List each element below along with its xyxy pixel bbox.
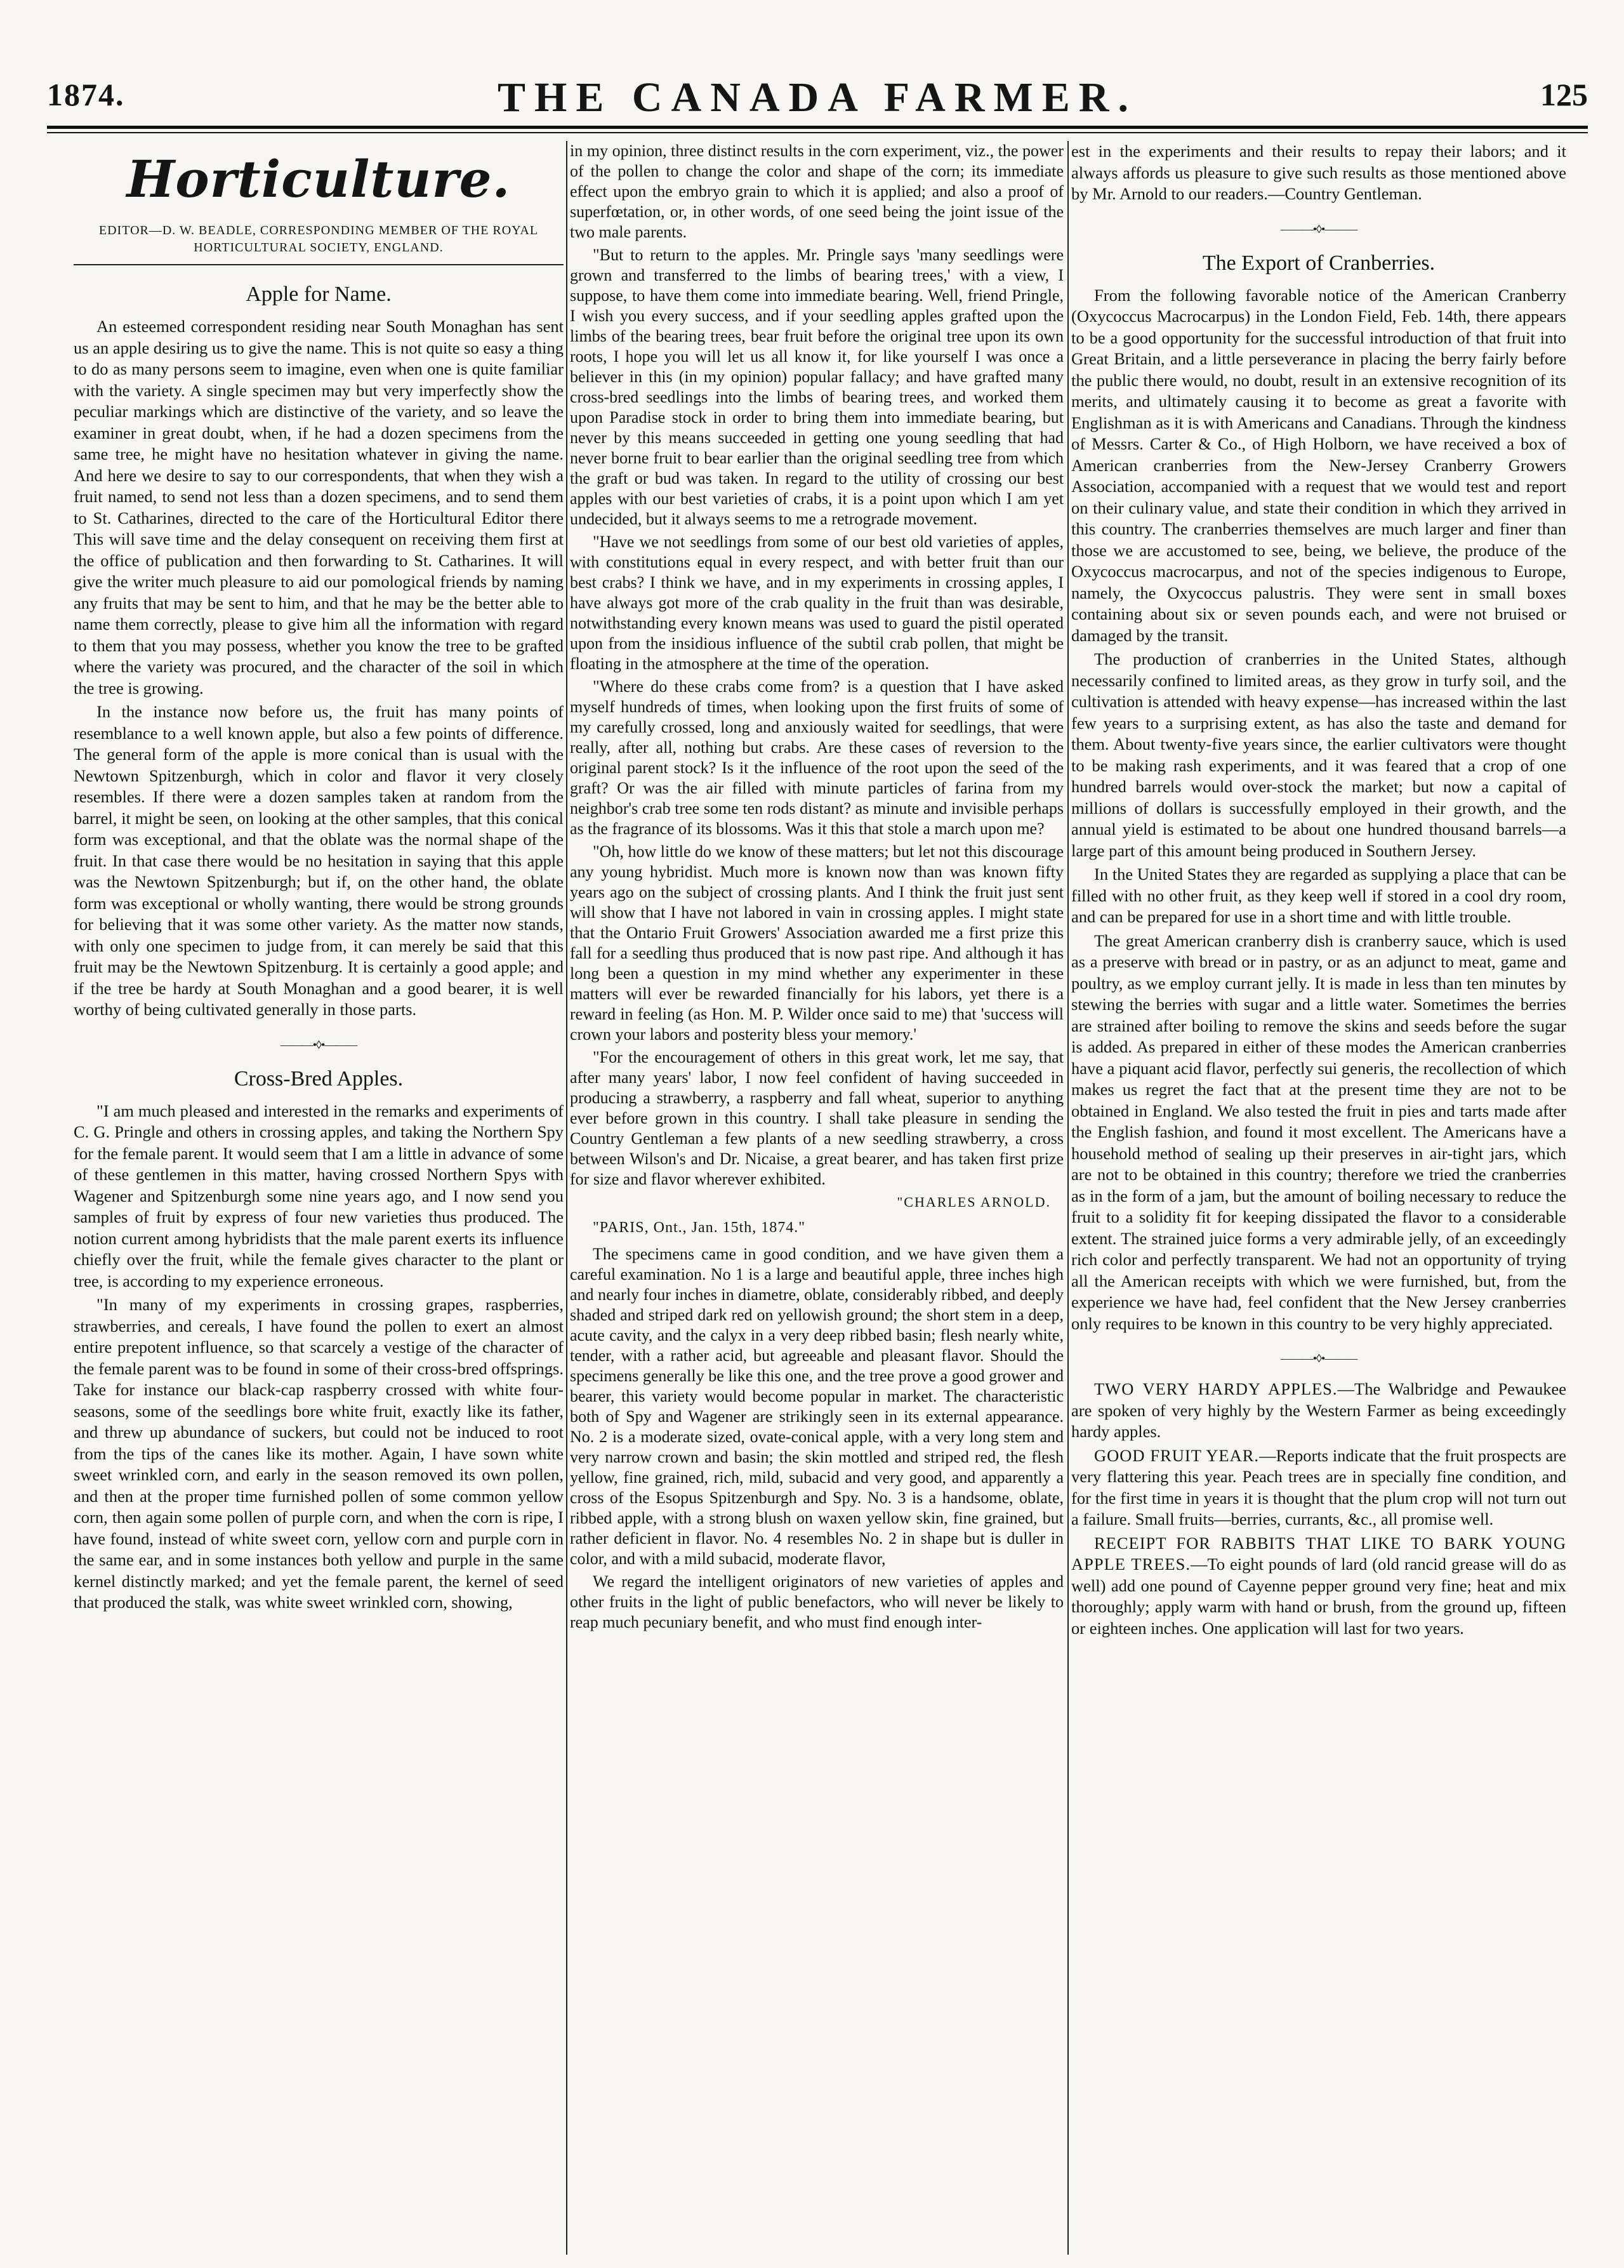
article-paragraph: From the following favorable notice of the American Cranberry (Oxycoccus Macrocarpus) in the London Field, Feb. 14th, there appears to be a good opportunity for the successful introduction of that fruit into Great Britain, and a little perseverance in placing the berry fairly before the public there would, no doubt, result in an extensive recognition of its merits, and ultimately causing it to become as great a favorite with Englishman as it is with Americans and Canadians. Through the kindness of Messrs. Carter & Co., of High Holborn, we have received a box of American cranberries from the New-Jersey Cranberry Growers Association, accompanied with a request that we would test and report on their culinary value, and state their condition in which they arrived in this country. The cranberries themselves are much larger and finer than those we are accustomed to see, being, we believe, the produce of the Oxycoccus macrocarpus, and not of the species indigenous to Europe, namely, the Oxycoccus palustris. They were sent in small boxes containing about six or seven pounds each, and were not bruised or damaged by the transit. [1071,285,1566,645]
department-rule [74,264,564,265]
article-heading-export-of-cranberries: The Export of Cranberries. [1202,251,1436,275]
column-divider-1 [566,141,567,2255]
article-paragraph: "Where do these crabs come from? is a question that I have asked myself hundreds of times, when looking upon the first fruits of some of my carefully crossed, long and anxiously waited for seedlings, that were really, after all, nothing but crabs. Are these cases of reversion to the original parent stock? Is it the influence of the root upon the seed of the graft? Or was the air filled with minute particles of farina from my neighbor's crab tree some ten rods distant? as minute and invisible perhaps as the fragrance of its blossoms. Was it this that stole a march upon me? [570,677,1064,838]
editor-credit: EDITOR—D. W. BEADLE, CORRESPONDING MEMBER OF THE ROYAL HORTICULTURAL SOCIETY, ENGLAND. [98,223,539,255]
column-2 [570,141,1064,2261]
article-paragraph: est in the experiments and their results to repay their labors; and it always affords us pleasure to give such results as those mentioned above by Mr. Arnold to our readers.—Country Gentleman. [1071,142,1566,203]
article-paragraph: The specimens came in good condition, and we have given them a careful examination. No 1 is a large and beautiful apple, three inches high and nearly four inches in diametre, oblate, considerably ribbed, and deeply shaded and striped dark red on yellowish ground; the short stem in a deep, acute cavity, and the calyx in a very deep ribbed basin; flesh nearly white, tender, with a rather acid, but agreeable and pleasant flavor. Should the specimens generally be like this one, and the tree prove a good grower and bearer, this variety would become popular in market. The characteristic both of Spy and Wagener are strikingly seen in its external appearance. No. 2 is a moderate sized, ovate-conical apple, with a very long stem and very narrow crown and basin; the skin mottled and striped red, the flesh yellow, fine grained, rich, mild, subacid and very good, and apparently a cross of the Esopus Spitzenburgh and Spy. No. 3 is a handsome, oblate, ribbed apple, with a strong blush on waxen yellow skin, fine grained, but rather deficient in flavor. No. 4 resembles No. 2 in shape but is duller in color, and with a mild subacid, moderate flavor, [570,1245,1064,1568]
masthead [47,70,1588,140]
article-paragraph: "Have we not seedlings from some of our best old varieties of apples, with constitutions equal in every respect, and with better fruit than our best crabs? I think we have, and in my experiments in crossing apples, I have always got more of the crab quality in the fruit than was desirable, notwithstanding every known means was used to guard the pistil operated upon from the insidious influence of the subtil crab pollen, that might be floating in the atmosphere at the time of the operation. [570,533,1064,673]
article-paragraph: in my opinion, three distinct results in the corn experiment, viz., the power of the pollen to change the color and shape of the corn; its immediate effect upon the embryo grain to which it is applied; and also a proof of superfœtation, or, in other words, of one seed being the joint issue of the two male parents. [570,142,1064,241]
news-note [1071,1445,1566,1530]
article-paragraph: "For the encouragement of others in this great work, let me say, that after many years' labor, I now feel confident of having succeeded in producing a strawberry, a raspberry and fall wheat, superior to anything ever before grown in this country. I shall take pleasure in sending the Country Gentleman a few plants of a new seedling strawberry, a cross between Wilson's and Dr. Nicaise, a great bearer, and has taken first prize for size and flavor wherever exhibited. [570,1048,1064,1188]
masthead-rule-thick [47,126,1588,129]
article-paragraph: "In many of my experiments in crossing grapes, raspberries, strawberries, and cereals, I have found the pollen to exert an almost entire prepotent influence, so that scarcely a vestige of the character of the female parent was to be found in some of their cross-bred offsprings. Take for instance our black-cap raspberry crossed with white four-seasons, some of the seedlings bore white fruit, exactly like its father, and threw up abundance of suckers, but could not be induced to root from the tips of the canes like its mother. Again, I have sown white sweet wrinkled corn, and early in the season removed its own pollen, and then at the proper time furnished pollen of some common yellow corn, then again some pollen of purple corn, and when the corn is ripe, I have found, instead of white sweet corn, yellow corn and purple corn in the same ear, and in some instances both yellow and purple in the same kernel distinctly marked; and yet the female parent, the kernel of seed that produced the stalk, was white sweet wrinkled corn, showing, [74,1295,564,1612]
article-heading-cross-bred-apples: Cross-Bred Apples. [234,1066,404,1091]
news-note-title: RECEIPT FOR RABBITS THAT LIKE TO BARK YOUNG APPLE TREES. [1071,1533,1566,1574]
article-paragraph: "I am much pleased and interested in the remarks and experiments of C. G. Pringle and others in crossing apples, and taking the Northern Spy for the female parent. It would seem that I am a little in advance of some of these gentlemen in this matter, having crossed Northern Spys with Wagener and Spitzenburgh some nine years ago, and I now send you samples of fruit by express of four new varieties thus produced. The notion current among hybridists that the male parent exerts its influence chiefly over the fruit, while the female gives character to the plant or tree, is according to my experience erroneous. [74,1101,564,1290]
letter-signature: "CHARLES ARNOLD. [897,1194,1051,1210]
news-note-text: —Reports indicate that the fruit prospects are very flattering this year. Peach trees are in specially fine condition, and for the first time in years it is thought that the plum crop will not turn out a failure. Small fruits—berries, currants, &c., all promise well. [1071,1445,1566,1529]
news-note-title: GOOD FRUIT YEAR. [1094,1445,1260,1465]
column-3 [1071,141,1566,2261]
article-paragraph: In the United States they are regarded as supplying a place that can be filled with no other fruit, as they keep well if stored in a cool dry room, and can be prepared for use in a short time and with little trouble. [1071,865,1566,926]
article-separator: ———•◊•——— [1280,1352,1357,1365]
department-title: Horticulture. [126,149,511,209]
article-paragraph: "But to return to the apples. Mr. Pringle says 'many seedlings were grown and transferred to the limbs of bearing trees,' with a view, I suppose, to have them come into immediate bearing. Well, friend Pringle, I wish you every success, and if your seedling apples grafted upon the limbs of the bearing trees, bear fruit before the original tree upon its own roots, I hope you will let us all know it, for like yourself I was once a believer in this (in my opinion) popular fallacy; and have grafted many cross-bred seedlings into the limbs of bearing trees, and worked them upon Paradise stock in order to bring them into immediate bearing, but never by this means succeeded in getting one young seedling that had never borne fruit to bear earlier than the original seedling tree from which the graft or bud was taken. In regard to the utility of crossing our best apples with our best varieties of crabs, it is a point upon which I am yet undecided, but it always seems to me a retrograde movement. [570,246,1064,528]
article-separator: ———•◊•——— [280,1038,357,1051]
news-note-text: —To eight pounds of lard (old rancid grease will do as well) add one pound of Cayenne pepper ground very fine; heat and mix thoroughly; apply warm with hand or brush, from the ground up, fifteen or eighteen inches. One application will last for two years. [1071,1555,1566,1638]
article-heading-apple-for-name: Apple for Name. [246,282,392,306]
newspaper-title: THE CANADA FARMER. [498,74,1137,121]
news-note-title: TWO VERY HARDY APPLES. [1094,1379,1338,1398]
issue-year: 1874. [47,77,125,112]
article-paragraph: "Oh, how little do we know of these matters; but let not this discourage any young hybridist. Much more is known now than was known fifty years ago on the subject of crossing plants. And I think the fruit just sent will show that I have not labored in vain in crossing apples. I might state that the Ontario Fruit Growers' Association awarded me a first prize this fall for a seedling thus produced that is now past ripe. And although it has long been a question in my mind whether any experimenter in these matters will ever be rewarded financially for his labors, yet there is a reward in feeling (as Hon. M. P. Wilder once said to me) that 'success will crown your labors and posterity bless your memory.' [570,842,1064,1044]
news-note-text: —The Walbridge and Pewaukee are spoken of very highly by the Western Farmer as being exceedingly hardy apples. [1071,1379,1566,1441]
column-1 [74,141,564,2261]
news-note [1071,1533,1566,1640]
masthead-rule-thin [47,132,1588,133]
column-divider-2 [1067,141,1069,2255]
article-paragraph: The great American cranberry dish is cranberry sauce, which is used as a preserve with bread or in pastry, or as an adjunct to meat, game and poultry, as we employ currant jelly. It is made in less than ten minutes by stewing the berries with sugar and a little water. Sometimes the berries are strained after boiling to remove the skins and seeds before the sugar is added. As prepared in either of these modes the American cranberries have a piquant acid flavor, perfectly sui generis, the recollection of which makes us regret the fact that at the present time they are not to be obtained in England. We also tested the fruit in pies and tarts made after the English fashion, and found it most excellent. The Americans have a household method of sealing up their preserves in air-tight jars, which are not to be obtained in this country; therefore we tried the cranberries as in the form of a jam, but the amount of boiling necessary to reduce the fruit to a solidity fit for keeping dissipated the flavor to a considerable extent. The strained juice forms a very admirable jelly, of an exceedingly rich color and perfectly transparent. We had not an opportunity of trying all the American receipts with which we were furnished, but, from the experience we have had, feel confident that the New Jersey cranberries only requires to be known in this country to be very highly appreciated. [1071,931,1566,1333]
article-paragraph: In the instance now before us, the fruit has many points of resemblance to a well known apple, but also a few points of difference. The general form of the apple is more conical than is usual with the Newtown Spitzenburgh, which in color and flavor it very closely resembles. If there were a dozen samples taken at random from the barrel, it might be seen, on looking at the other samples, that this conical form was exceptional, and that the oblate was the normal shape of the fruit. In that case there would be no hesitation in saying that this apple was the Newtown Spitzenburgh; but if, on the other hand, the oblate form was exceptional or wholly wanting, there would be strong grounds for believing that it was some other variety. As the matter now stands, with only one specimen to judge from, it can merely be said that this fruit may be the Newtown Spitzenburg. It is certainly a good apple; and if the tree be hardy at South Monaghan and a good bearer, it is well worthy of being cultivated generally in those parts. [74,702,564,1019]
news-note [1071,1379,1566,1443]
article-paragraph: The production of cranberries in the United States, although necessarily confined to limited areas, as they grow in turfy soil, and the cultivation is attended with heavy expense—has increased within the last few years to a surprising extent, as has also the taste and demand for them. About twenty-five years since, the earlier cultivators were thought to be making rash experiments, and it was feared that a crop of one hundred barrels would over-stock the market; but now a capital of millions of dollars is successfully employed in their growth, and the annual yield is estimated to be about one hundred thousand barrels—a large part of this amount being produced in Southern Jersey. [1071,649,1566,860]
page-number: 125 [1540,77,1588,112]
article-paragraph: An esteemed correspondent residing near South Monaghan has sent us an apple desiring us to give the name. This is not quite so easy a thing to do as many persons seem to imagine, even when one is quite familiar with the variety. A single specimen may but very imperfectly show the peculiar markings which are distinctive of the variety, and so leave the examiner in great doubt, when, if he had a dozen specimens from the same tree, he might have no hesitation whatever in giving the name. And here we desire to say to our correspondents, that when they wish a fruit named, to send not less than a dozen specimens, and to send them to St. Catharines, directed to the care of the Horticultural Editor there This will save time and the delay consequent on receiving them first at the office of publication and then forwarding to St. Catharines. It will give the writer much pleasure to aid our pomological friends by naming any fruits that may be sent to him, and that he may be the better able to name them correctly, please to give him all the information with regard to them that you may possess, whether you know the tree to be grafted where the variety was procured, and the character of the soil in which the tree is growing. [74,317,564,698]
letter-dateline: "PARIS, Ont., Jan. 15th, 1874." [593,1219,806,1236]
article-separator: ———•◊•——— [1280,222,1357,235]
article-paragraph: We regard the intelligent originators of new varieties of apples and other fruits in the light of public benefactors, who will never be likely to reap much pecuniary benefit, and who must find enough inter- [570,1572,1064,1631]
